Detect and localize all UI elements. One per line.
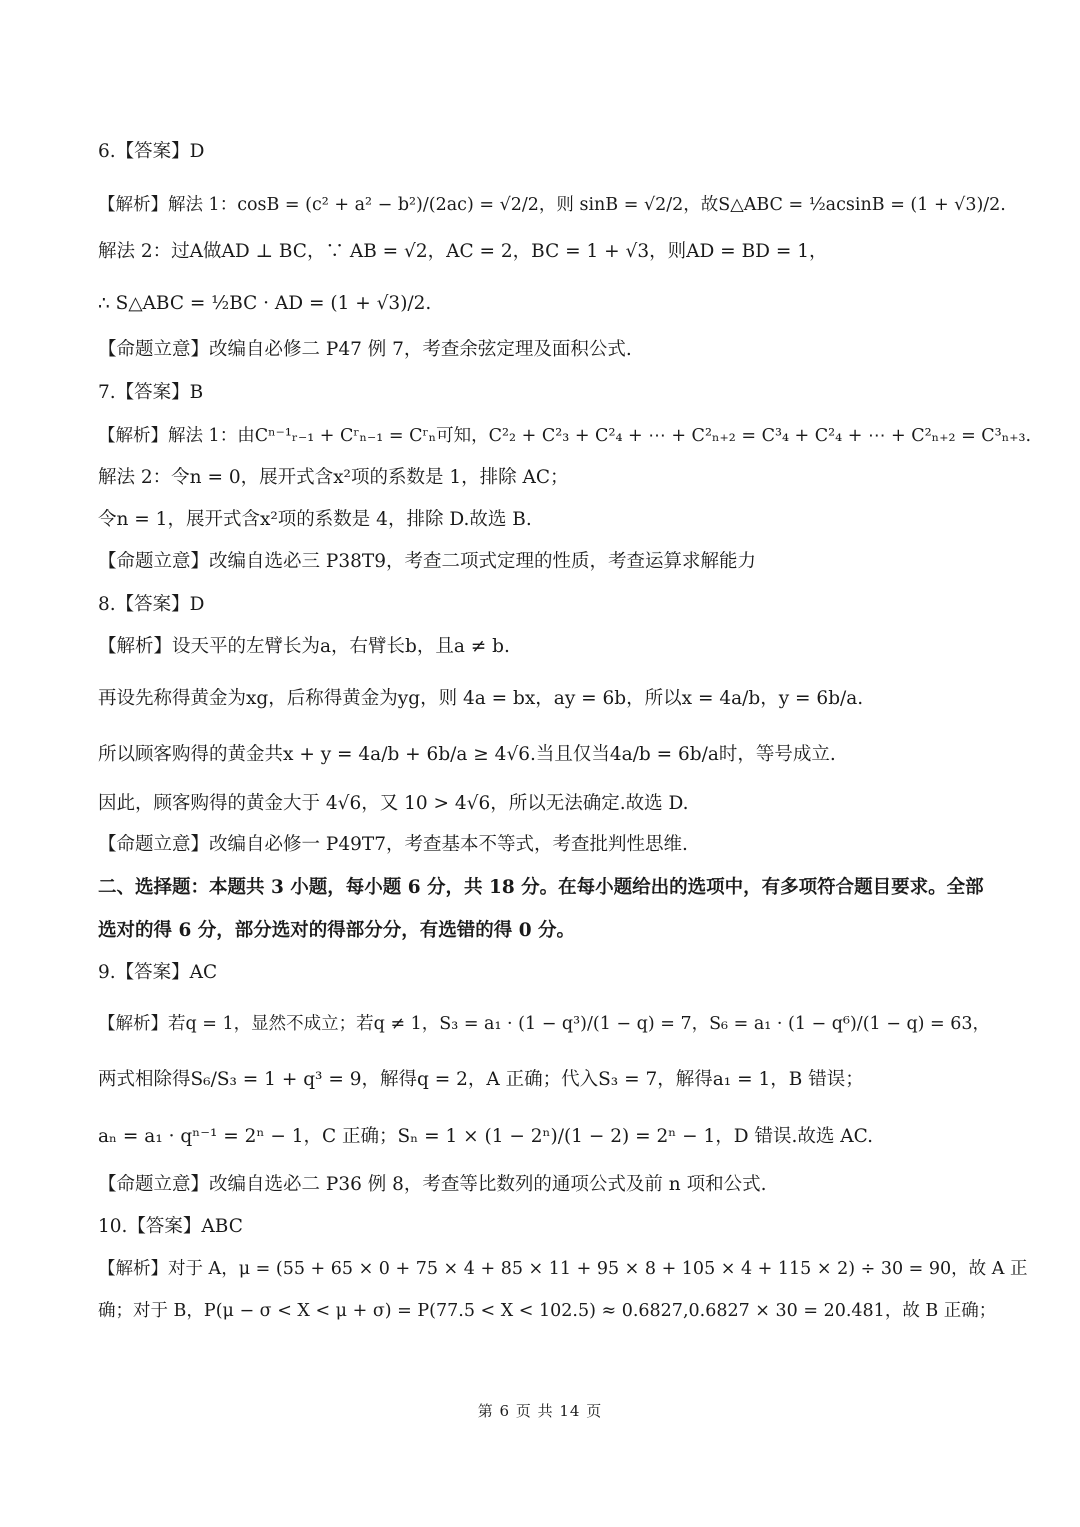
answer-9-heading: 9.【答案】AC (98, 962, 218, 983)
intent-9: 【命题立意】改编自选必二 P36 例 8，考查等比数列的通项公式及前 n 项和公式. (98, 1174, 767, 1195)
solution-6-method-2: 解法 2：过A做AD ⊥ BC，∵ AB = √2，AC = 2，BC = 1 + √3，则AD = BD = 1， (98, 241, 828, 262)
answer-6-heading: 6.【答案】D (98, 141, 205, 162)
answer-8-heading: 8.【答案】D (98, 594, 205, 615)
intent-7: 【命题立意】改编自选必三 P38T9，考查二项式定理的性质，考查运算求解能力 (98, 551, 756, 572)
solution-8-line-3: 所以顾客购得的黄金共x + y = 4a/b + 6b/a ≥ 4√6.当且仅当4a/b = 6b/a时，等号成立. (98, 744, 836, 765)
solution-8-line-2: 再设先称得黄金为xg，后称得黄金为yg，则 4a = bx，ay = 6b，所以x = 4a/b，y = 6b/a. (98, 688, 864, 709)
solution-10-line-1: 【解析】对于 A，μ = (55 + 65 × 0 + 75 × 4 + 85 × 11 + 95 × 8 + 105 × 4 + 115 × 2) ÷ 30 = 90，故 A 正 (98, 1259, 1028, 1279)
solution-9-line-1: 【解析】若q = 1，显然不成立；若q ≠ 1，S₃ = a₁ · (1 − q³)/(1 − q) = 7，S₆ = a₁ · (1 − q⁶)/(1 − q) = 63， (98, 1014, 991, 1034)
section-2-heading-cont: 选对的得 6 分，部分选对的得部分分，有选错的得 0 分。 (98, 920, 576, 941)
page-footer: 第 6 页 共 14 页 (477, 1402, 603, 1420)
solution-6-method-1: 【解析】解法 1：cosB = (c² + a² − b²)/(2ac) = √2/2，则 sinB = √2/2，故S△ABC = ½acsinB = (1 + √3)/2. (98, 195, 1006, 215)
solution-7-method-2: 解法 2：令n = 0，展开式含x²项的系数是 1，排除 AC； (98, 467, 569, 488)
solution-7-method-1: 【解析】解法 1：由Cⁿ⁻¹ᵣ₋₁ + Cʳₙ₋₁ = Cʳₙ可知，C²₂ + C²₃ + C²₄ + ⋯ + C²ₙ₊₂ = C³₄ + C²₄ + ⋯ + C²ₙ₊₂ = C³ₙ₊₃. (98, 426, 1032, 446)
intent-8: 【命题立意】改编自必修一 P49T7，考查基本不等式，考查批判性思维. (98, 834, 688, 855)
solution-6-area: ∴ S△ABC = ½BC · AD = (1 + √3)/2. (98, 293, 432, 314)
solution-10-line-2: 确；对于 B，P(μ − σ < X < μ + σ) = P(77.5 < X < 102.5) ≈ 0.6827,0.6827 × 30 = 20.481，故 B 正确； (98, 1301, 997, 1321)
answer-7-heading: 7.【答案】B (98, 382, 204, 403)
answer-10-heading: 10.【答案】ABC (98, 1216, 243, 1237)
solution-9-line-2: 两式相除得S₆/S₃ = 1 + q³ = 9，解得q = 2，A 正确；代入S₃ = 7，解得a₁ = 1，B 错误； (98, 1069, 864, 1090)
solution-7-method-2-cont: 令n = 1，展开式含x²项的系数是 4，排除 D.故选 B. (98, 509, 532, 530)
intent-6: 【命题立意】改编自必修二 P47 例 7，考查余弦定理及面积公式. (98, 339, 632, 360)
solution-8-line-4: 因此，顾客购得的黄金大于 4√6，又 10 > 4√6，所以无法确定.故选 D. (98, 793, 689, 814)
solution-9-line-3: aₙ = a₁ · qⁿ⁻¹ = 2ⁿ − 1，C 正确；Sₙ = 1 × (1 − 2ⁿ)/(1 − 2) = 2ⁿ − 1，D 错误.故选 AC. (98, 1126, 873, 1147)
solution-8-line-1: 【解析】设天平的左臂长为a，右臂长b，且a ≠ b. (98, 636, 510, 657)
section-2-heading: 二、选择题：本题共 3 小题，每小题 6 分，共 18 分。在每小题给出的选项中，有多项符合题目要求。全部 (98, 877, 984, 898)
